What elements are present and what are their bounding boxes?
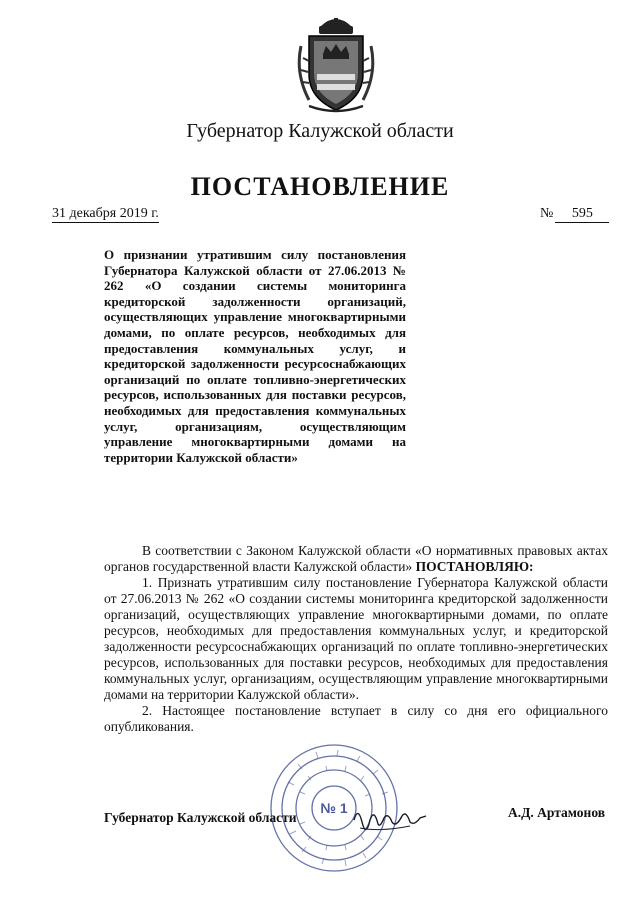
preamble-text: В соответствии с Законом Калужской области «О нормативных правовых актах органов государственной власти Калужской области»: [104, 543, 608, 574]
preamble-paragraph: [104, 543, 608, 575]
number-value: 595: [555, 206, 609, 223]
document-body: [104, 543, 608, 735]
signatory-title: Губернатор Калужской области: [104, 810, 297, 825]
item-1-paragraph: 1. Признать утратившим силу постановление Губернатора Калужской области от 27.06.2013 № 262 «О создании системы мониторинга кредиторской задолженности организаций, осуществляющих управление многоквартирными домами, по оплате ресурсов, необходимых для предоставления коммунальных услуг, и кредиторской задолженности ресурсоснабжающих организаций по оплате топливно-энергетических ресурсов, использованных для поставки ресурсов, необходимых для предоставления коммунальных услуг, организациям, осуществляющим управление многоквартирными домами на территории Калужской области».: [104, 575, 608, 702]
document-date: 31 декабря 2019 г.: [52, 206, 159, 221]
stamp-number: № 1: [320, 800, 348, 816]
resolve-word: ПОСТАНОВЛЯЮ:: [415, 559, 534, 574]
item-2-paragraph: 2. Настоящее постановление вступает в силу со дня его официального опубликования.: [104, 703, 608, 734]
handwritten-signature-icon: [350, 798, 430, 838]
document-subject: [104, 247, 406, 465]
document-number: [540, 206, 609, 223]
issuer-title: Губернатор Калужской области: [186, 120, 454, 142]
kaluga-coat-of-arms-icon: [295, 18, 377, 116]
number-prefix: №: [540, 206, 554, 221]
subject-text: О признании утратившим силу постановления Губернатора Калужской области от 27.06.2013 № 262 «О создании системы мониторинга кредиторской задолженности организаций, осуществляющих управление многоквартирными домами, по оплате ресурсов, необходимых для предоставления коммунальных услуг, и кредиторской задолженности ресурсоснабжающих организаций по оплате топливно-энергетических ресурсов, использованных для поставки ресурсов, необходимых для предоставления коммунальных услуг, организациям, осуществляющим управление многоквартирными домами на территории Калужской области»: [104, 247, 406, 465]
signatory-name: А.Д. Артамонов: [508, 805, 606, 820]
document-type-heading: ПОСТАНОВЛЕНИЕ: [190, 172, 450, 201]
